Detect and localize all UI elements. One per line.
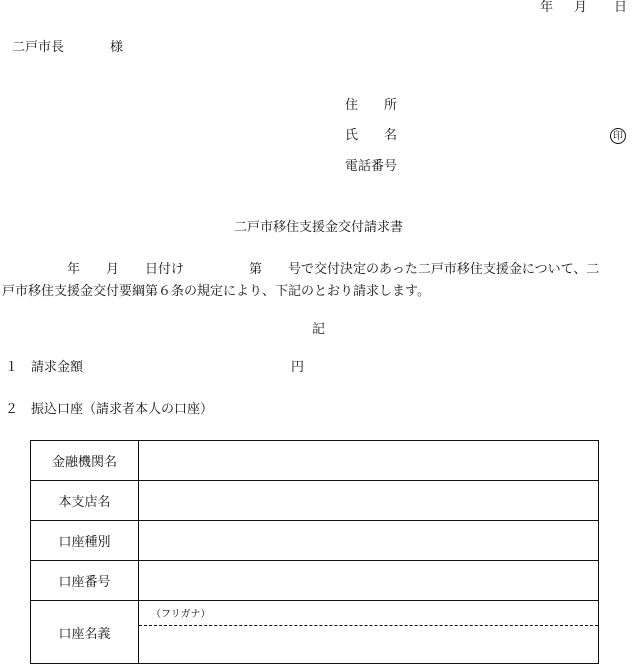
phone-label: 電話番号 xyxy=(345,159,398,174)
account-holder-label: 口座名義 xyxy=(31,601,139,664)
date-day: 日 xyxy=(614,0,628,15)
date-month: 月 xyxy=(574,0,588,15)
branch-name-label: 本支店名 xyxy=(31,481,139,521)
table-row xyxy=(31,521,599,561)
account-number-field[interactable] xyxy=(139,561,599,601)
item1-label: １ 請求金額 xyxy=(5,360,84,375)
bank-account-table xyxy=(30,440,599,664)
furigana-label: （フリガナ） xyxy=(151,609,211,620)
yen-unit: 円 xyxy=(291,360,305,375)
table-row xyxy=(31,441,599,481)
table-row xyxy=(31,561,599,601)
ki-heading: 記 xyxy=(311,322,325,337)
bank-name-label: 金融機関名 xyxy=(31,441,139,481)
branch-name-field[interactable] xyxy=(139,481,599,521)
furigana-divider xyxy=(139,625,598,626)
table-row xyxy=(31,481,599,521)
body-text-line-2: 戸市移住支援金交付要綱第６条の規定により、下記のとおり請求します。 xyxy=(2,284,430,299)
addressee-honorific: 様 xyxy=(110,40,124,55)
account-number-label: 口座番号 xyxy=(31,561,139,601)
addressee xyxy=(12,40,124,56)
table-row xyxy=(31,601,599,664)
item2-label: ２ 振込口座（請求者本人の口座） xyxy=(5,402,214,417)
addressee-name: 二戸市長 xyxy=(12,40,65,55)
account-type-label: 口座種別 xyxy=(31,521,139,561)
bank-name-field[interactable] xyxy=(139,441,599,481)
account-holder-field[interactable] xyxy=(139,601,599,664)
body-text-line-1: 年 月 日付け 第 号で交付決定のあった二戸市移住支援金について、二 xyxy=(2,262,600,277)
document-title: 二戸市移住支援金交付請求書 xyxy=(233,220,403,235)
account-type-field[interactable] xyxy=(139,521,599,561)
seal-mark: 印 xyxy=(610,128,626,144)
name-label: 氏 名 xyxy=(345,128,398,143)
address-label: 住 所 xyxy=(345,98,398,113)
date-year: 年 xyxy=(540,0,554,15)
